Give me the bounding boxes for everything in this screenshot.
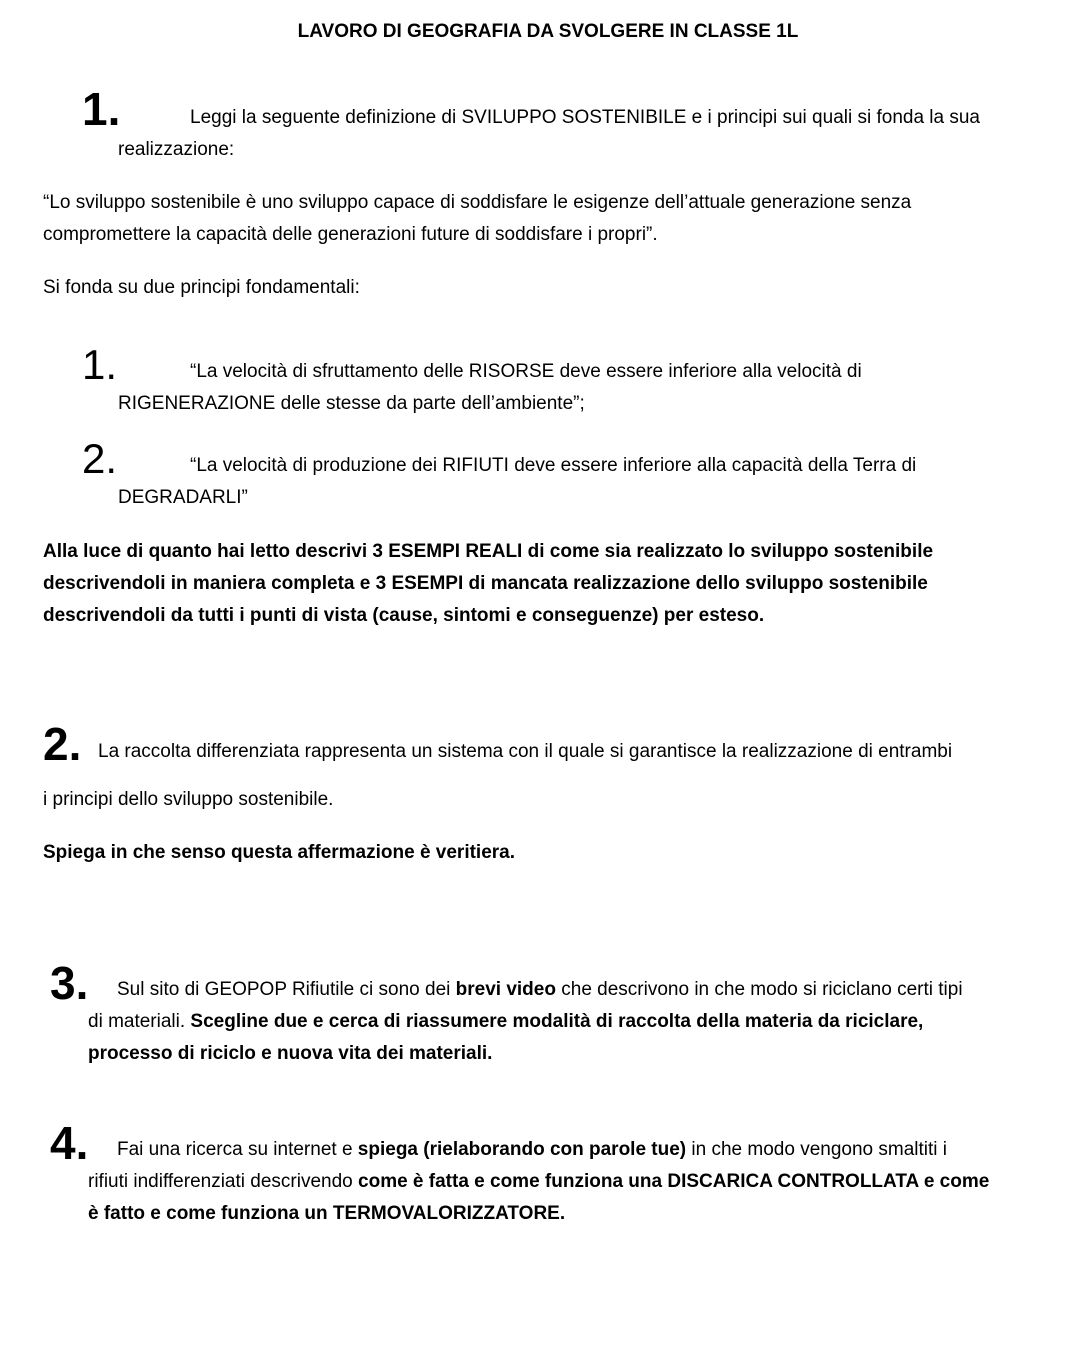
section-3-line2 xyxy=(88,1006,923,1038)
section-4-text-c: in che modo vengono smaltiti i xyxy=(686,1139,948,1160)
section-1-intro-line1: Leggi la seguente definizione di SVILUPPO SOSTENIBILE e i principi sui quali si fonda la sua xyxy=(190,107,981,128)
section-4-line3: è fatto e come funziona un TERMOVALORIZZATORE. xyxy=(88,1203,566,1224)
section-3-line3: processo di riciclo e nuova vita dei materiali. xyxy=(88,1043,493,1064)
principle-1-line1: “La velocità di sfruttamento delle RISORSE deve essere inferiore alla velocità di xyxy=(190,361,862,382)
principle-1-line2: RIGENERAZIONE delle stesse da parte dell’ambiente”; xyxy=(118,393,585,414)
principle-2-number: 2. xyxy=(82,435,118,482)
section-4-text-a: Fai una ricerca su internet e xyxy=(117,1139,358,1160)
definition-quote-line2: compromettere la capacità delle generazioni future di soddisfare i propri”. xyxy=(43,224,658,245)
section-3-text-b: brevi video xyxy=(455,979,556,1000)
section-3-line1 xyxy=(117,974,963,1006)
section-4-line1 xyxy=(117,1134,947,1166)
definition-quote-line1: “Lo sviluppo sostenibile è uno sviluppo capace di soddisfare le esigenze dell’attuale generazione senza xyxy=(43,192,912,213)
section-2-task: Spiega in che senso questa affermazione è veritiera. xyxy=(43,842,516,863)
section-3-text-c: che descrivono in che modo si riciclano certi tipi xyxy=(555,979,963,1000)
principle-1-number: 1. xyxy=(82,341,118,388)
principle-2-line2: DEGRADARLI” xyxy=(118,487,248,508)
section-4-line2 xyxy=(88,1166,989,1198)
section-1-task-line3: descrivendoli da tutti i punti di vista (cause, sintomi e conseguenze) per esteso. xyxy=(43,605,765,626)
principles-intro: Si fonda su due principi fondamentali: xyxy=(43,277,360,298)
section-1-intro-line2: realizzazione: xyxy=(118,139,235,160)
section-2-line2: i principi dello sviluppo sostenibile. xyxy=(43,789,334,810)
section-4-line2-plain: rifiuti indifferenziati descrivendo xyxy=(88,1171,359,1192)
section-3-text-a: Sul sito di GEOPOP Rifiutile ci sono dei xyxy=(117,979,456,1000)
section-3-number: 3. xyxy=(50,957,89,1009)
section-1-task-line1: Alla luce di quanto hai letto descrivi 3 ESEMPI REALI di come sia realizzato lo sviluppo sostenibile xyxy=(43,541,934,562)
section-4-text-b: spiega (rielaborando con parole tue) xyxy=(357,1139,687,1160)
section-2-number: 2. xyxy=(43,718,82,770)
section-1-number: 1. xyxy=(82,83,121,135)
principle-2-line1: “La velocità di produzione dei RIFIUTI deve essere inferiore alla capacità della Terra di xyxy=(190,455,917,476)
section-2-line1: La raccolta differenziata rappresenta un sistema con il quale si garantisce la realizzazione di entrambi xyxy=(98,741,953,762)
section-1-task-line2: descrivendoli in maniera completa e 3 ESEMPI di mancata realizzazione dello sviluppo sostenibile xyxy=(43,573,928,594)
section-4-line2-bold: come è fatta e come funziona una DISCARICA CONTROLLATA e come xyxy=(358,1171,990,1192)
section-3-line2-plain: di materiali. xyxy=(88,1011,191,1032)
section-4-number: 4. xyxy=(50,1117,89,1169)
page-title: LAVORO DI GEOGRAFIA DA SVOLGERE IN CLASSE 1L xyxy=(297,21,799,42)
section-3-line2-bold: Scegline due e cerca di riassumere modalità di raccolta della materia da riciclare, xyxy=(190,1011,924,1032)
